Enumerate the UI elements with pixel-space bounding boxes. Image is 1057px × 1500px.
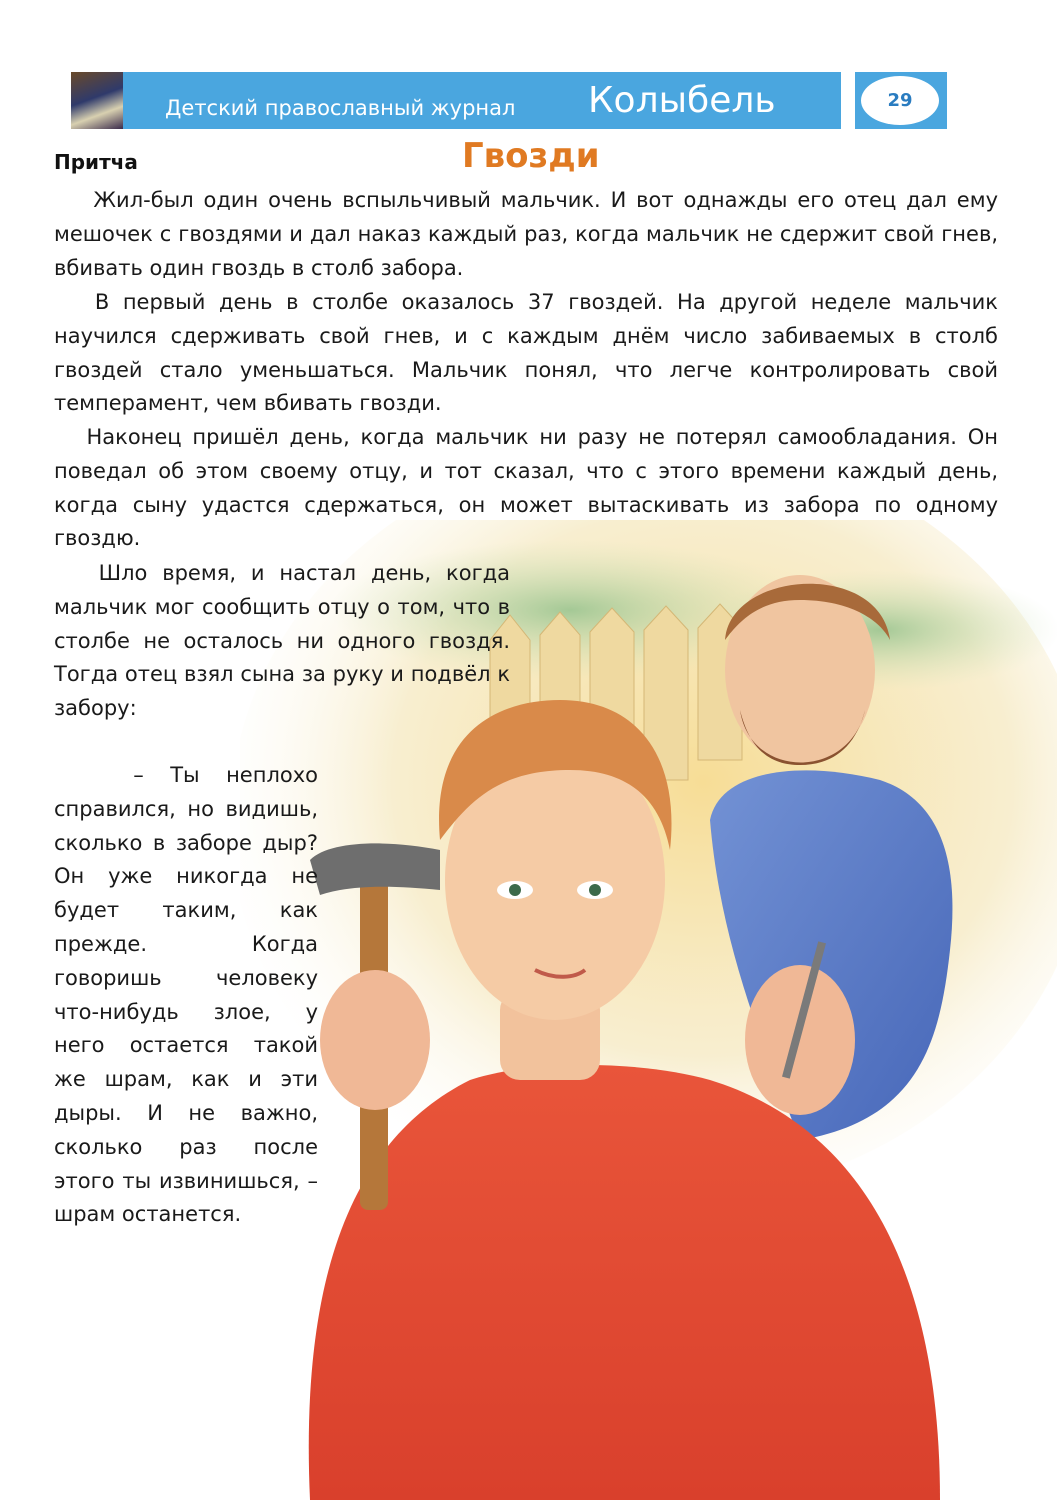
journal-title: Колыбель — [588, 80, 776, 121]
paragraph-4: Шло время, и настал день, когда мальчик мог сообщить отцу о том, что в столбе не осталось ни одного гвоздя. Тогда отец взял сына за руку и подвёл к забору: — [54, 561, 510, 721]
paragraph-5: – Ты неплохо справился, но видишь, сколько в заборе дыр? Он уже никогда не будет таким, как прежде. Когда говоришь человеку что-нибудь злое, у него остается такой же шрам, как и эти дыры. И не важно, сколько раз после этого ты извинишься, – шрам останется. — [54, 763, 318, 1227]
genre-label: Притча — [54, 150, 138, 174]
paragraph-2: В первый день в столбе оказалось 37 гвоздей. На другой неделе мальчик научился сдерживать свой гнев, и с каждым днём число забиваемых в столб гвоздей стало уменьшаться. Мальчик понял, что легче контролировать свой темперамент, чем вбивать гвозди. — [54, 290, 998, 416]
journal-icon — [71, 72, 123, 129]
paragraph-1: Жил-был один очень вспыльчивый мальчик. И вот однажды его отец дал ему мешочек с гвоздями и дал наказ каждый раз, когда мальчик не сдержит свой гнев, вбивать один гвоздь в столб забора. — [54, 188, 998, 280]
journal-subtitle: Детский православный журнал — [165, 96, 516, 120]
story-title: Гвозди — [462, 136, 600, 176]
page-number: 29 — [861, 76, 939, 125]
paragraph-3: Наконец пришёл день, когда мальчик ни разу не потерял самообладания. Он поведал об этом своему отцу, и тот сказал, что с этого времени каждый день, когда сыну удастся сдержаться, он может вытаскивать из забора по одному гвоздю. — [54, 425, 998, 551]
